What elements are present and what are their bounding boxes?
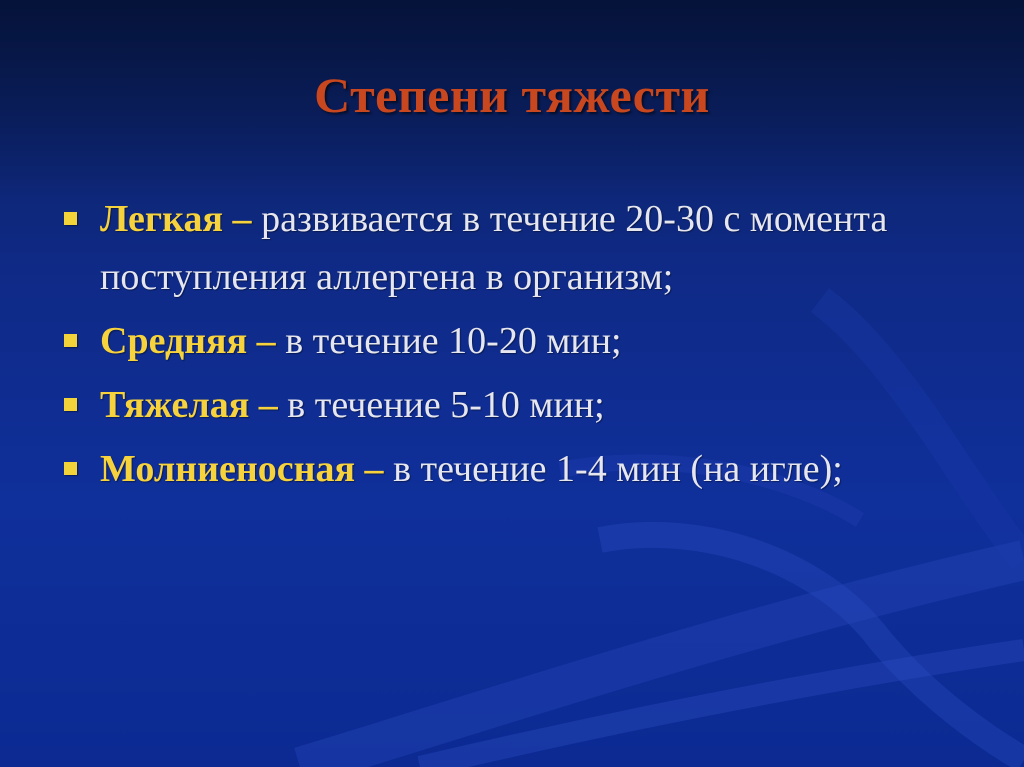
severity-term: Средняя – <box>100 320 276 362</box>
severity-description: развивается в течение 20-30 с момента поступления аллергена в организм; <box>100 198 888 298</box>
list-item <box>60 376 960 434</box>
list-item <box>60 190 960 306</box>
severity-description: в течение 10-20 мин; <box>275 320 622 362</box>
square-bullet-icon <box>64 334 77 347</box>
severity-term: Легкая – <box>100 198 252 240</box>
square-bullet-icon <box>64 212 77 225</box>
severity-term: Тяжелая – <box>100 384 278 426</box>
severity-description: в течение 1-4 мин (на игле); <box>383 448 843 490</box>
square-bullet-icon <box>64 398 77 411</box>
severity-description: в течение 5-10 мин; <box>277 384 605 426</box>
severity-term: Молниеносная – <box>100 448 384 490</box>
square-bullet-icon <box>64 462 77 475</box>
list-item <box>60 440 960 498</box>
list-item <box>60 312 960 370</box>
slide-title: Степени тяжести <box>314 67 710 123</box>
bullet-list <box>60 190 960 504</box>
